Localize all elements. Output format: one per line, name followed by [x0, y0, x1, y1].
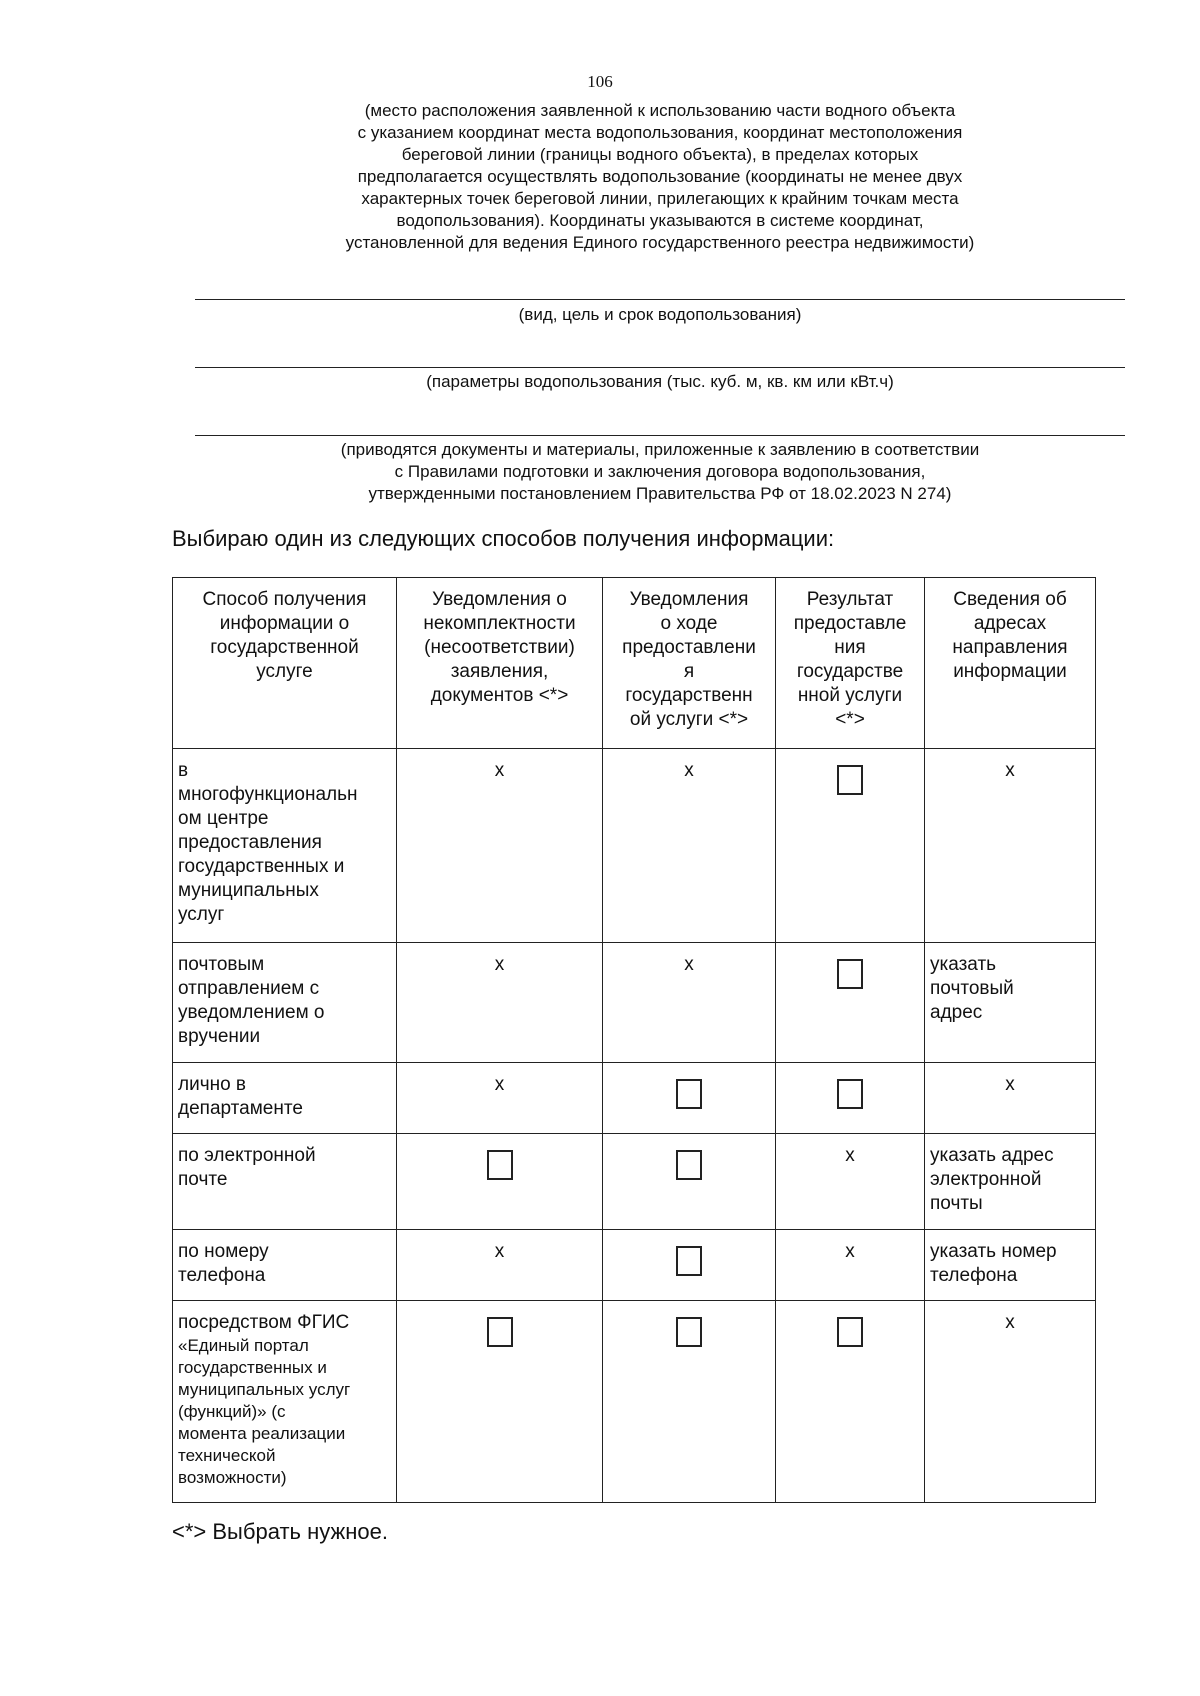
method-label-line: по электронной — [178, 1145, 316, 1166]
method-label-line: муниципальных — [178, 880, 319, 901]
method-label — [173, 1301, 397, 1503]
address-instruction — [925, 1134, 1096, 1230]
table-body — [173, 749, 1096, 1503]
checkbox[interactable] — [676, 1246, 702, 1276]
table-row — [173, 1230, 1096, 1301]
table-row — [173, 1063, 1096, 1134]
method-label-line: отправлением с — [178, 978, 320, 999]
cross-cell — [397, 1230, 603, 1301]
method-label-line: в — [178, 760, 189, 781]
method-label-line: телефона — [178, 1265, 266, 1286]
documents-caption-line: (приводятся документы и материалы, приложенные к заявлению в соответствии — [340, 440, 980, 459]
column-header-line: информации — [953, 661, 1067, 682]
cross-mark: x — [1005, 1074, 1015, 1095]
location-caption-line: с указанием координат места водопользования, координат местоположения — [357, 123, 963, 142]
column-header-line: ния — [834, 637, 866, 658]
column-header-line: нной услуги — [797, 685, 903, 706]
method-label-line: услуг — [178, 904, 225, 925]
method-label-line: почте — [178, 1169, 228, 1190]
method-label-line: лично в — [178, 1074, 247, 1095]
method-label — [173, 1230, 397, 1301]
method-label-detail-line: момента реализации — [178, 1424, 346, 1443]
table-row — [173, 1301, 1096, 1503]
cross-cell — [776, 1134, 925, 1230]
method-label-line: многофункциональн — [178, 784, 358, 805]
method-label-detail-line: муниципальных услуг — [178, 1380, 351, 1399]
checkbox[interactable] — [487, 1317, 513, 1347]
column-header-line: Способ получения — [202, 589, 367, 610]
method-label-line: почтовым — [178, 954, 265, 975]
table-header-row — [173, 578, 1096, 749]
use-type-field[interactable] — [195, 299, 1125, 300]
cross-cell — [925, 749, 1096, 943]
table-row — [173, 749, 1096, 943]
method-label — [173, 749, 397, 943]
address-instruction-line: адрес — [930, 1002, 983, 1023]
documents-caption-line: с Правилами подготовки и заключения договора водопользования, — [394, 462, 926, 481]
page-number: 106 — [587, 72, 613, 91]
checkbox-cell — [776, 943, 925, 1063]
method-label-detail-line: технической — [178, 1446, 276, 1465]
column-header-line: о ходе — [660, 613, 718, 634]
method-label-line: государственных и — [178, 856, 345, 877]
documents-field[interactable] — [195, 435, 1125, 436]
method-label-line: департаменте — [178, 1098, 303, 1119]
parameters-field[interactable] — [195, 367, 1125, 368]
checkbox-cell — [603, 1301, 776, 1503]
column-header-line: Результат — [806, 589, 894, 610]
cross-mark: x — [1005, 760, 1015, 781]
cross-cell — [776, 1230, 925, 1301]
method-label-detail — [178, 1335, 391, 1489]
address-instruction — [925, 1230, 1096, 1301]
column-header-line: государственной — [210, 637, 359, 658]
checkbox[interactable] — [487, 1150, 513, 1180]
method-label-line: вручении — [178, 1026, 261, 1047]
column-header-line: заявления, — [450, 661, 549, 682]
cross-cell — [603, 749, 776, 943]
location-caption-line: береговой линии (границы водного объекта), в пределах которых — [401, 145, 919, 164]
cross-mark: x — [494, 954, 505, 975]
documents-caption — [195, 439, 1125, 505]
checkbox-cell — [603, 1230, 776, 1301]
column-header-line: предоставле — [793, 613, 907, 634]
address-instruction-line: электронной — [930, 1169, 1042, 1190]
method-label-line: уведомлением о — [178, 1002, 325, 1023]
cross-mark: x — [494, 1074, 505, 1095]
address-instruction-line: указать адрес — [930, 1145, 1054, 1166]
column-header — [173, 578, 397, 749]
table-row — [173, 1134, 1096, 1230]
checkbox-cell — [776, 1063, 925, 1134]
column-header-line: государстве — [796, 661, 904, 682]
column-header-line: ой услуги <*> — [629, 709, 749, 730]
column-header-line: я — [683, 661, 695, 682]
checkbox[interactable] — [837, 765, 863, 795]
method-label-line: ом центре — [178, 808, 269, 829]
checkbox-cell — [397, 1134, 603, 1230]
cross-cell — [397, 749, 603, 943]
column-header-line: предоставлени — [622, 637, 756, 658]
location-caption-line: установленной для ведения Единого государственного реестра недвижимости) — [345, 233, 975, 252]
checkbox[interactable] — [837, 959, 863, 989]
location-caption — [195, 100, 1125, 254]
method-label-detail-line: возможности) — [178, 1468, 287, 1487]
column-header-line: государственн — [625, 685, 753, 706]
column-header-line: адресах — [973, 613, 1047, 634]
documents-caption-line: утвержденными постановлением Правительства РФ от 18.02.2023 N 274) — [368, 484, 952, 503]
use-type-caption: (вид, цель и срок водопользования) — [518, 305, 802, 324]
column-header-line: Сведения об — [953, 589, 1067, 610]
checkbox[interactable] — [676, 1317, 702, 1347]
checkbox[interactable] — [837, 1317, 863, 1347]
checkbox-cell — [603, 1063, 776, 1134]
method-label-line: посредством ФГИС — [178, 1312, 350, 1333]
footnote: <*> Выбрать нужное. — [172, 1519, 388, 1544]
column-header — [603, 578, 776, 749]
method-label — [173, 943, 397, 1063]
cross-mark: x — [684, 760, 694, 781]
column-header — [925, 578, 1096, 749]
address-instruction-line: указать номер — [930, 1241, 1057, 1262]
checkbox-cell — [603, 1134, 776, 1230]
table-row — [173, 943, 1096, 1063]
address-instruction-line: почты — [930, 1193, 983, 1214]
cross-mark: x — [1005, 1312, 1015, 1333]
column-header — [776, 578, 925, 749]
column-header-line: <*> — [835, 709, 865, 730]
cross-mark: x — [845, 1241, 855, 1262]
parameters-caption: (параметры водопользования (тыс. куб. м, кв. км или кВт.ч) — [426, 372, 894, 391]
method-label-line: предоставления — [178, 832, 322, 853]
cross-mark: x — [494, 760, 505, 781]
method-label — [173, 1063, 397, 1134]
cross-mark: x — [845, 1145, 855, 1166]
column-header-line: Уведомления — [629, 589, 749, 610]
column-header-line: документов <*> — [430, 685, 569, 706]
checkbox-cell — [776, 749, 925, 943]
checkbox[interactable] — [837, 1079, 863, 1109]
column-header-line: Уведомления о — [432, 589, 567, 610]
address-instruction-line: почтовый — [930, 978, 1014, 999]
column-header — [397, 578, 603, 749]
column-header-line: услуге — [256, 661, 313, 682]
cross-mark: x — [494, 1241, 505, 1262]
cross-cell — [397, 1063, 603, 1134]
location-caption-line: характерных точек береговой линии, прилегающих к крайним точкам места — [361, 189, 959, 208]
method-label-line: по номеру — [178, 1241, 269, 1262]
location-caption-line: (место расположения заявленной к использованию части водного объекта — [364, 101, 956, 120]
column-header-line: информации о — [219, 613, 350, 634]
info-methods-table — [172, 577, 1096, 1503]
method-label-detail-line: (функций)» (с — [178, 1402, 286, 1421]
location-caption-line: водопользования). Координаты указываются в системе координат, — [396, 211, 924, 230]
checkbox[interactable] — [676, 1150, 702, 1180]
cross-mark: x — [684, 954, 694, 975]
column-header-line: (несоответствии) — [424, 637, 575, 658]
cross-cell — [925, 1301, 1096, 1503]
address-instruction-line: указать — [930, 954, 997, 975]
method-label — [173, 1134, 397, 1230]
location-caption-line: предполагается осуществлять водопользование (координаты не менее двух — [357, 167, 963, 186]
checkbox-cell — [397, 1301, 603, 1503]
checkbox[interactable] — [676, 1079, 702, 1109]
cross-cell — [603, 943, 776, 1063]
address-instruction — [925, 943, 1096, 1063]
cross-cell — [925, 1063, 1096, 1134]
cross-cell — [397, 943, 603, 1063]
column-header-line: направления — [952, 637, 1068, 658]
method-label-detail-line: «Единый портал — [178, 1336, 309, 1355]
checkbox-cell — [776, 1301, 925, 1503]
column-header-line: некомплектности — [423, 613, 576, 634]
intro-text: Выбираю один из следующих способов получения информации: — [172, 526, 835, 551]
method-label-detail-line: государственных и — [178, 1358, 327, 1377]
address-instruction-line: телефона — [930, 1265, 1018, 1286]
